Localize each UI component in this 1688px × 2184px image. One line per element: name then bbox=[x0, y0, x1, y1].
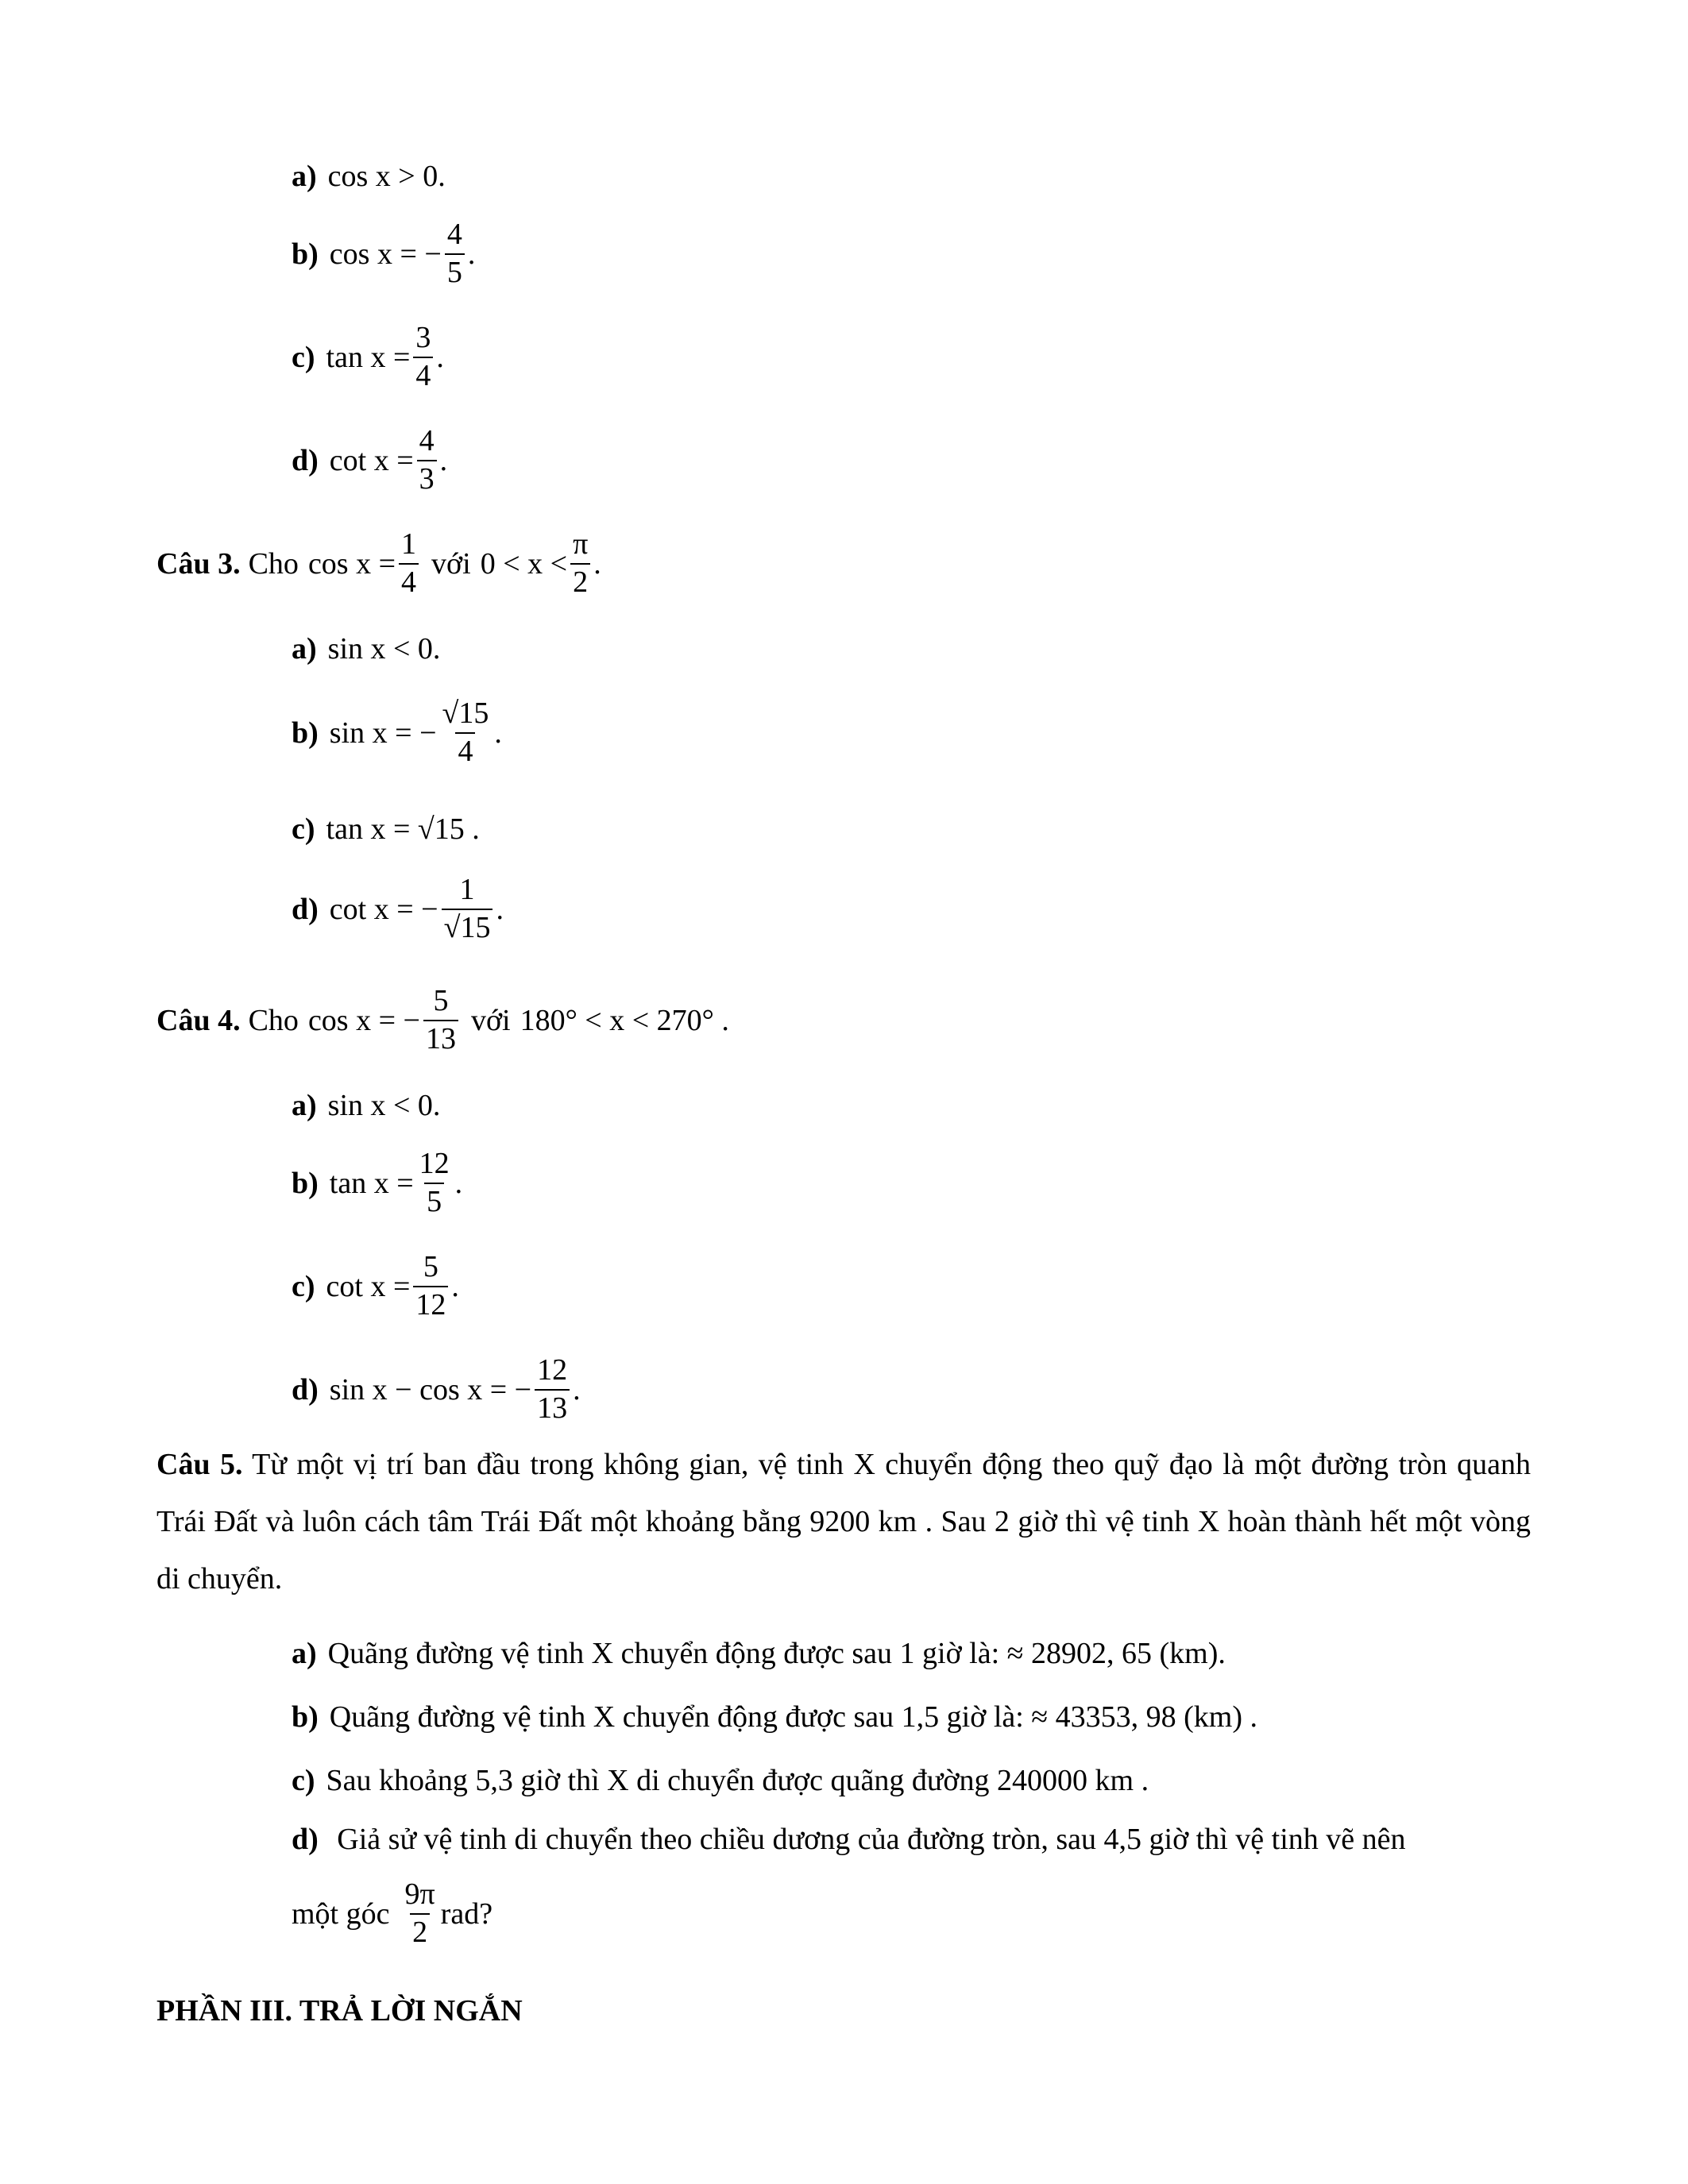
item-tail: . bbox=[454, 1166, 463, 1200]
fraction-numerator: 9π bbox=[404, 1877, 435, 1911]
item-tail: . bbox=[436, 340, 444, 374]
item-tail: . bbox=[467, 237, 476, 271]
fraction bbox=[417, 1148, 452, 1219]
question-heading: Câu 5. bbox=[156, 1448, 243, 1481]
item-text: một góc bbox=[292, 1897, 390, 1931]
item-label: a) bbox=[292, 632, 317, 666]
q3-item-b bbox=[292, 697, 502, 769]
item-label: c) bbox=[292, 340, 315, 374]
item-label: d) bbox=[292, 1823, 319, 1856]
fraction-denominator: 13 bbox=[535, 1389, 570, 1426]
item-text: cot x = − bbox=[329, 892, 438, 926]
fraction-numerator: 5 bbox=[433, 984, 449, 1017]
item-label: d) bbox=[292, 1372, 319, 1406]
fraction bbox=[402, 1878, 437, 1950]
question-intro: Cho bbox=[248, 546, 299, 581]
item-text: tan x = √15 . bbox=[326, 812, 480, 846]
item-label: a) bbox=[292, 1637, 317, 1670]
fraction bbox=[445, 218, 465, 290]
fraction-denominator: 2 bbox=[570, 563, 590, 600]
item-label: d) bbox=[292, 892, 319, 926]
fraction bbox=[413, 1251, 448, 1322]
question-intro: Cho bbox=[248, 1003, 299, 1037]
fraction bbox=[570, 528, 590, 600]
item-label: a) bbox=[292, 1089, 317, 1122]
question-text: Từ một vị trí ban đầu trong không gian, vệ tinh X chuyển động theo quỹ đạo là một đường tròn quanh Trái Đất và luôn cách tâm Trái Đất một khoảng bằng 9200 km . Sau 2 giờ thì vệ tinh X hoàn thành hết một vòng di chuyển. bbox=[156, 1448, 1532, 1596]
question-connector: với bbox=[431, 546, 471, 581]
item-text: cot x = bbox=[329, 443, 414, 477]
q5-stem bbox=[156, 1436, 1531, 1607]
q4-header bbox=[156, 985, 729, 1056]
fraction bbox=[413, 322, 433, 393]
fraction-numerator: 4 bbox=[446, 218, 462, 251]
item-label: b) bbox=[292, 716, 319, 750]
fraction bbox=[442, 874, 493, 945]
item-label: c) bbox=[292, 1269, 315, 1303]
item-text: Quãng đường vệ tinh X chuyển động được sau 1,5 giờ là: ≈ 43353, 98 (km) . bbox=[329, 1700, 1258, 1734]
item-label: c) bbox=[292, 1764, 315, 1797]
item-text: cos x = − bbox=[329, 237, 442, 271]
item-text: sin x < 0. bbox=[327, 1089, 441, 1122]
item-text: sin x = − bbox=[329, 716, 437, 750]
fraction-denominator: 4 bbox=[455, 732, 475, 769]
fraction bbox=[440, 697, 492, 769]
fraction-numerator: 1 bbox=[401, 527, 417, 561]
question-heading: Câu 3. bbox=[156, 546, 241, 581]
item-label: a) bbox=[292, 160, 317, 193]
fraction bbox=[399, 528, 419, 600]
item-tail: . bbox=[573, 1372, 581, 1406]
question-range: 0 < x < bbox=[480, 546, 568, 581]
fraction-denominator: 2 bbox=[410, 1913, 430, 1950]
question-connector: với bbox=[470, 1003, 511, 1037]
item-tail: . bbox=[439, 443, 448, 477]
fraction-numerator: π bbox=[573, 527, 589, 561]
item-tail: . bbox=[496, 892, 504, 926]
q4-item-a bbox=[292, 1088, 440, 1123]
item-label: b) bbox=[292, 237, 319, 271]
fraction bbox=[417, 425, 437, 496]
q4-item-d bbox=[292, 1354, 581, 1426]
q4-item-c bbox=[292, 1251, 459, 1322]
q3-item-a bbox=[292, 631, 440, 666]
fraction-numerator: 12 bbox=[419, 1147, 450, 1180]
q5-item-d-continuation bbox=[292, 1878, 492, 1950]
q5-item-d bbox=[292, 1811, 1531, 1868]
item-label: c) bbox=[292, 812, 315, 846]
q3-item-d bbox=[292, 874, 504, 945]
item-text: tan x = bbox=[329, 1166, 414, 1200]
fraction-denominator: 12 bbox=[413, 1286, 448, 1322]
item-text: sin x < 0. bbox=[327, 632, 441, 666]
q5-item-a bbox=[292, 1636, 1226, 1671]
fraction-denominator: √15 bbox=[442, 909, 493, 945]
fraction-numerator: 1 bbox=[459, 873, 475, 906]
fraction-numerator: 5 bbox=[423, 1250, 438, 1283]
item-text: sin x − cos x = − bbox=[329, 1372, 532, 1406]
fraction-denominator: 4 bbox=[413, 357, 433, 393]
question-tail: . bbox=[593, 546, 601, 581]
item-text: Sau khoảng 5,3 giờ thì X di chuyển được quãng đường 240000 km . bbox=[326, 1764, 1149, 1797]
item-text: cot x = bbox=[326, 1269, 411, 1303]
fraction-denominator: 5 bbox=[424, 1183, 444, 1219]
q3-item-c bbox=[292, 812, 480, 847]
item-tail: . bbox=[451, 1269, 459, 1303]
q2-item-d bbox=[292, 425, 447, 496]
q5-item-c bbox=[292, 1763, 1149, 1798]
fraction-numerator: √15 bbox=[442, 696, 489, 730]
fraction-denominator: 13 bbox=[423, 1020, 458, 1056]
fraction-numerator: 12 bbox=[537, 1353, 568, 1387]
item-label: b) bbox=[292, 1700, 319, 1734]
section-title: PHẦN III. TRẢ LỜI NGẮN bbox=[156, 1994, 523, 2028]
fraction bbox=[423, 985, 458, 1056]
question-range: 180° < x < 270° . bbox=[520, 1003, 729, 1037]
fraction bbox=[535, 1354, 570, 1426]
fraction-denominator: 4 bbox=[399, 563, 419, 600]
item-text: Giả sử vệ tinh di chuyển theo chiều dương của đường tròn, sau 4,5 giờ thì vệ tinh vẽ nên bbox=[337, 1823, 1406, 1856]
item-label: b) bbox=[292, 1166, 319, 1200]
fraction-numerator: 4 bbox=[419, 424, 435, 457]
fraction-numerator: 3 bbox=[415, 321, 431, 354]
fraction-denominator: 5 bbox=[445, 253, 465, 290]
question-heading: Câu 4. bbox=[156, 1003, 241, 1037]
fraction-denominator: 3 bbox=[417, 460, 437, 496]
question-expr: cos x = bbox=[307, 546, 396, 581]
q2-item-a bbox=[292, 159, 446, 194]
q5-item-b bbox=[292, 1700, 1257, 1734]
q2-item-b bbox=[292, 218, 475, 290]
item-text: cos x > 0. bbox=[327, 160, 446, 193]
q4-item-b bbox=[292, 1148, 462, 1219]
item-tail: . bbox=[494, 716, 502, 750]
question-expr: cos x = − bbox=[307, 1003, 420, 1037]
item-label: d) bbox=[292, 443, 319, 477]
q3-header bbox=[156, 528, 601, 600]
item-text: tan x = bbox=[326, 340, 411, 374]
item-text: Quãng đường vệ tinh X chuyển động được sau 1 giờ là: ≈ 28902, 65 (km). bbox=[327, 1637, 1226, 1670]
q2-item-c bbox=[292, 322, 444, 393]
item-text: rad? bbox=[440, 1897, 493, 1931]
